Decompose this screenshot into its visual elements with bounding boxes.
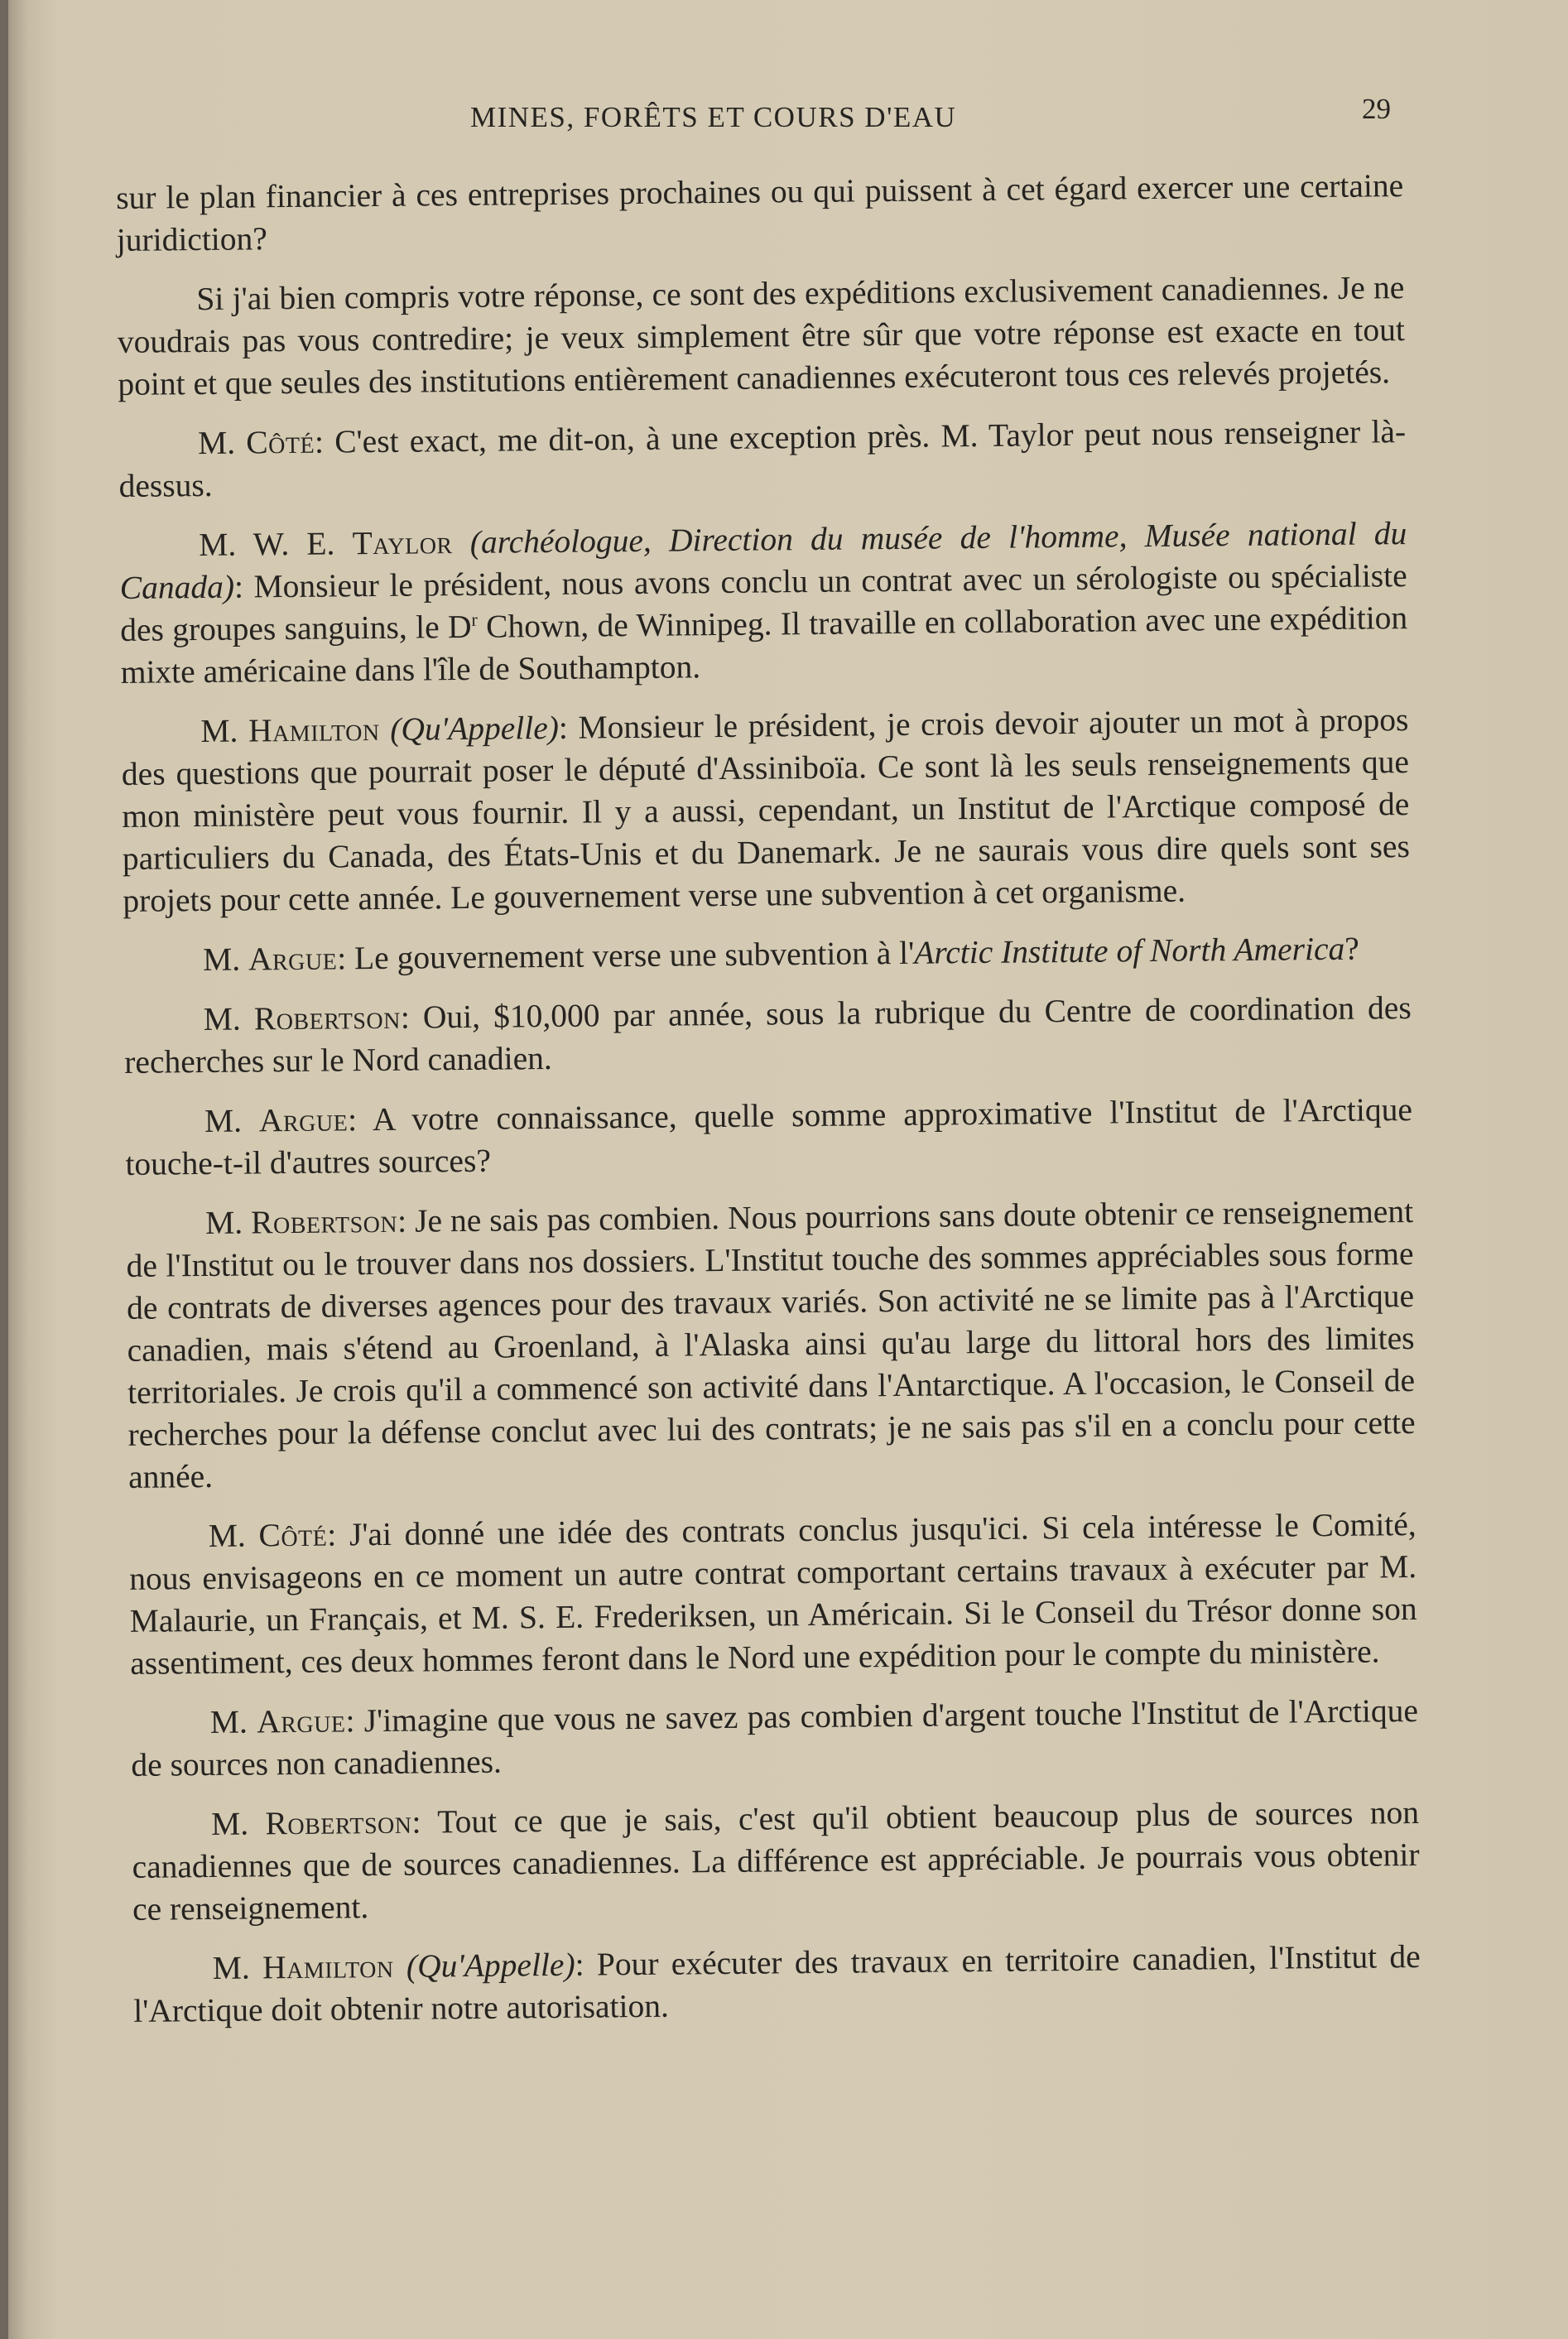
running-title: MINES, FORÊTS ET COURS D'EAU xyxy=(470,101,957,133)
speaker-prefix: M. xyxy=(200,712,249,750)
paragraph-continued xyxy=(116,165,1404,262)
speaker-name: Argue xyxy=(248,940,338,978)
speech-taylor xyxy=(119,513,1408,694)
speech-text: : C'est exact, me dit-on, à une exception près. M. Taylor peut nous renseigner là-dessus. xyxy=(118,413,1407,504)
italic-title: Arctic Institute of North America xyxy=(914,930,1345,971)
page-number: 29 xyxy=(1362,93,1391,125)
speaker-name: Robertson xyxy=(250,1202,398,1241)
speech-robertson xyxy=(132,1792,1420,1931)
speech-cote xyxy=(129,1504,1418,1685)
speaker-name: Hamilton xyxy=(262,1947,394,1986)
speaker-role: (archéologue, Direction du musée de l'homme, Musée national du Canada) xyxy=(119,515,1407,606)
speech-text: : Le gouvernement verse une subvention à l' xyxy=(336,934,915,977)
speaker-role: (Qu'Appelle) xyxy=(406,1946,575,1985)
speaker-prefix: M. xyxy=(208,1517,259,1555)
speech-argue xyxy=(123,927,1411,982)
speech-text: : Je ne sais pas combien. Nous pourrions sans doute obtenir ce renseignement de l'Institut ou le trouver dans nos dossiers. L'Institut touche des sommes appréciables sous forme de contrats de diverses agences pour des travaux variés. Son activité ne se limite pas à l'Arctique canadien, mais s'étend au Groenland, à l'Alaska ainsi qu'au large du littoral hors des limites territoriales. Je crois qu'il a commencé son activité dans l'Antarctique. A l'occasion, le Conseil de recherches pour la défense conclut avec lui des contrats; je ne sais pas s'il en a conclu pour cette année. xyxy=(126,1193,1416,1495)
speech-text: : Oui, $10,000 par année, sous la rubrique du Centre de coordination des recherches sur le Nord canadien. xyxy=(124,989,1412,1080)
page-header xyxy=(0,93,1568,142)
speaker-name: Argue xyxy=(258,1101,349,1139)
speaker-prefix: M. xyxy=(202,941,249,979)
speech-text: Chown, de Winnipeg. Il travaille en collaboration avec une expédition mixte américaine dans l'île de Southampton. xyxy=(120,599,1408,691)
speaker-name: Robertson xyxy=(253,999,402,1037)
speech-hamilton xyxy=(121,699,1410,922)
speech-text: ? xyxy=(1344,930,1359,967)
speaker-name: Côté xyxy=(258,1516,328,1554)
speaker-prefix: M. xyxy=(203,1000,255,1038)
page-binding-edge xyxy=(0,0,8,2339)
speaker-name: Hamilton xyxy=(248,710,380,749)
superscript: r xyxy=(471,609,478,630)
speech-text: : Pour exécuter des travaux en territoire canadien, l'Institut de l'Arctique doit obtenir notre autorisation. xyxy=(133,1937,1421,2029)
speech-hamilton xyxy=(133,1936,1421,2033)
speaker-name: Taylor xyxy=(352,524,453,562)
speech-text: : Tout ce que je sais, c'est qu'il obtient beaucoup plus de sources non canadiennes que de sources canadiennes. La différence est appréciable. Je pourrais vous obtenir ce renseignement. xyxy=(132,1793,1420,1928)
speaker-name: Robertson xyxy=(265,1803,412,1842)
paragraph-text: Si j'ai bien compris votre réponse, ce sont des expéditions exclusivement canadiennes. Je ne voudrais pas vous contredire; je veux simplement être sûr que votre réponse est exacte en tout point et que seules des institutions entièrement canadiennes exécuteront tous ces relevés projetés. xyxy=(117,269,1406,402)
speech-text: : J'imagine que vous ne savez pas combien d'argent touche l'Institut de l'Arctique de sources non canadiennes. xyxy=(131,1692,1419,1783)
speaker-prefix: M. W. E. xyxy=(199,525,353,564)
speech-robertson xyxy=(126,1191,1416,1499)
speech-cote xyxy=(118,411,1407,508)
body-text xyxy=(116,165,1421,2050)
speaker-prefix: M. xyxy=(209,1703,257,1740)
speaker-prefix: M. xyxy=(210,1805,266,1842)
paragraph-text: sur le plan financier à ces entreprises prochaines ou qui puissent à cet égard exercer une certaine juridiction? xyxy=(116,167,1404,258)
speaker-prefix: M. xyxy=(197,424,247,462)
speech-text: : J'ai donné une idée des contrats conclus jusqu'ici. Si cela intéresse le Comité, nous envisageons en ce moment un autre contrat comportant certains travaux à exécuter par M. Malaurie, un Français, et M. S. E. Frederiksen, un Américain. Si le Conseil du Trésor donne son assentiment, ces deux hommes feront dans le Nord une expédition pour le compte du ministère. xyxy=(129,1505,1417,1682)
paragraph xyxy=(117,267,1405,406)
speaker-name: Argue xyxy=(257,1702,346,1740)
speech-argue xyxy=(131,1690,1419,1787)
speaker-prefix: M. xyxy=(204,1204,252,1242)
speech-argue xyxy=(125,1089,1413,1186)
speech-text: : Monsieur le président, je crois devoir ajouter un mot à propos des questions que pourrait poser le député d'Assiniboïa. Ce sont là les seuls renseignements que mon ministère peut vous fournir. Il y a aussi, cependant, un Institut de l'Arctique composé de particuliers du Canada, des États-Unis et du Danemark. Je ne saurais vous dire quels sont ses projets pour cette année. Le gouvernement verse une subvention à cet organisme. xyxy=(121,701,1411,919)
speaker-prefix: M. xyxy=(212,1949,263,1986)
speaker-name: Côté xyxy=(246,423,315,461)
speaker-prefix: M. xyxy=(204,1102,260,1140)
speaker-role: (Qu'Appelle) xyxy=(390,709,560,748)
speech-robertson xyxy=(124,987,1412,1084)
speech-text: : Monsieur le président, nous avons conclu un contrat avec un sérologiste ou spécialiste des groupes sanguins, le D xyxy=(120,557,1407,648)
speech-text: : A votre connaissance, quelle somme approximative l'Institut de l'Arctique touche-t-il d'autres sources? xyxy=(125,1091,1413,1182)
